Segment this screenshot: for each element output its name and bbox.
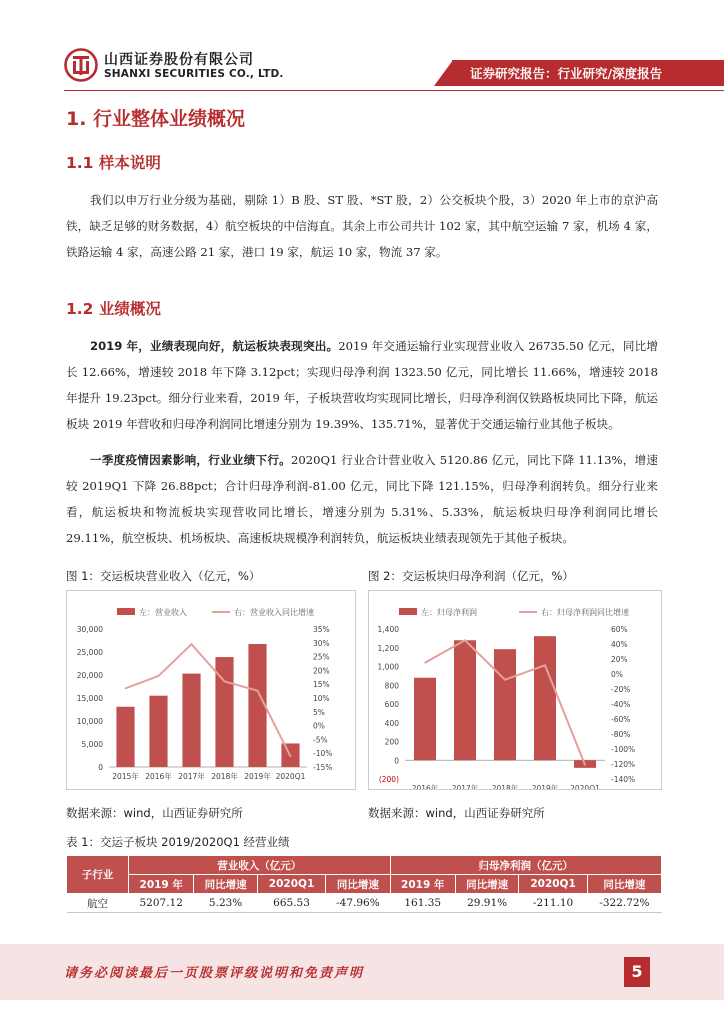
- y-left-tick-label: 10,000: [76, 717, 103, 726]
- legend-label: 左：营业收入: [139, 608, 187, 617]
- figure2-caption: 图 2：交运板块归母净利润（亿元，%）: [368, 569, 574, 583]
- x-tick-label: 2018年: [491, 784, 519, 789]
- data-bar: [494, 649, 516, 760]
- page-header: [0, 0, 724, 92]
- y-right-tick-label: 10%: [313, 694, 330, 703]
- y-right-tick-label: -120%: [611, 760, 636, 769]
- subsection-title-performance: 1.2 业绩概况: [66, 300, 161, 318]
- header-band-slant: [434, 60, 453, 86]
- x-tick-label: 2019年: [244, 772, 271, 781]
- figure2-chart: [368, 590, 662, 790]
- x-tick-label: 2020Q1: [570, 784, 600, 789]
- y-right-tick-label: 30%: [313, 638, 330, 648]
- net-profit-chart: [369, 591, 661, 789]
- y-left-tick-label: 15,000: [76, 694, 103, 703]
- table-cell: -322.72%: [587, 894, 661, 913]
- data-bar: [149, 696, 167, 767]
- y-right-tick-label: -10%: [313, 749, 333, 759]
- header-divider: [64, 90, 724, 91]
- table-cell: 5207.12: [129, 894, 194, 913]
- data-bar: [414, 678, 436, 761]
- x-tick-label: 2016年: [411, 784, 439, 789]
- table-cell: 航空: [67, 894, 129, 913]
- x-tick-label: 2017年: [178, 772, 205, 781]
- report-type: 证券研究报告：行业研究/深度报告: [470, 66, 663, 81]
- y-right-tick-label: 60%: [611, 625, 628, 634]
- data-bar: [534, 636, 556, 760]
- y-right-tick-label: 20%: [611, 655, 628, 664]
- table-cell: -47.96%: [326, 894, 390, 913]
- y-left-tick-label: 1,400: [377, 625, 399, 634]
- disclaimer-notice: 请务必阅读最后一页股票评级说明和免责声明: [64, 966, 365, 981]
- table1-caption: 表 1：交运子板块 2019/2020Q1 经营业绩: [66, 835, 290, 849]
- table-row: [67, 894, 662, 913]
- table-group-header-row: [67, 856, 662, 875]
- y-right-tick-label: -140%: [611, 775, 636, 784]
- y-right-tick-label: 40%: [611, 640, 628, 649]
- sample-description: 我们以申万行业分级为基础，剔除 1）B 股、ST 股、*ST 股，2）公交板块个股，3）2020 年上市的京沪高铁，缺乏足够的财务数据，4）航空板块的中信海直。其余上市公司共计 102 家，其中航空运输 7 家，机场 4 家，铁路运输 4 家，高速公路 21 家，港口 19 家，航运 10 家，物流 37 家。: [66, 193, 658, 259]
- y-right-tick-label: -15%: [313, 763, 333, 772]
- y-right-tick-label: -80%: [611, 730, 631, 739]
- y-right-tick-label: 0%: [313, 721, 325, 731]
- company-name-cn: 山西证券股份有限公司: [104, 52, 254, 68]
- subsector-performance-table: [66, 855, 662, 913]
- growth-point: [424, 662, 426, 664]
- legend-bar-swatch: [117, 608, 135, 615]
- company-logo-icon: [64, 48, 98, 82]
- paragraph-2020q1-lead: 一季度疫情因素影响，行业业绩下行。: [90, 453, 291, 467]
- figure2-source: 数据来源：wind，山西证券研究所: [368, 806, 545, 820]
- y-left-tick-label: 400: [384, 718, 399, 728]
- table-cell: -211.10: [519, 894, 587, 913]
- y-left-tick-label: 0: [98, 763, 103, 772]
- table-sub-header: 2020Q1: [519, 875, 587, 894]
- y-left-tick-label: 25,000: [76, 648, 103, 657]
- growth-point: [257, 690, 259, 692]
- y-left-tick-label: 600: [384, 700, 399, 709]
- growth-point: [290, 756, 292, 758]
- table-header-revenue: 营业收入（亿元）: [129, 856, 391, 875]
- growth-point: [125, 688, 127, 690]
- legend-bar-swatch: [399, 608, 417, 615]
- y-right-tick-label: 15%: [313, 680, 330, 690]
- y-left-tick-label: (200): [378, 775, 399, 784]
- x-tick-label: 2019年: [531, 784, 559, 789]
- paragraph-2019-lead: 2019 年，业绩表现向好，航运板块表现突出。: [90, 339, 339, 353]
- subsection-title-sample: 1.1 样本说明: [66, 154, 161, 172]
- y-right-tick-label: -100%: [611, 745, 636, 754]
- x-tick-label: 2018年: [211, 772, 238, 781]
- page-number: 5: [624, 957, 650, 987]
- y-right-tick-label: 5%: [313, 707, 325, 717]
- section-title: 1. 行业整体业绩概况: [66, 108, 246, 130]
- table-header-net-profit: 归母净利润（亿元）: [390, 856, 661, 875]
- table-sub-header: 2019 年: [129, 875, 194, 894]
- y-right-tick-label: -60%: [611, 715, 631, 724]
- y-left-tick-label: 800: [384, 681, 399, 691]
- y-left-tick-label: 1,200: [377, 643, 399, 653]
- y-left-tick-label: 30,000: [76, 625, 103, 634]
- growth-point: [504, 679, 506, 681]
- growth-point: [191, 643, 193, 645]
- x-tick-label: 2017年: [451, 784, 479, 789]
- table-sub-header: 同比增速: [326, 875, 390, 894]
- y-right-tick-label: 35%: [313, 625, 330, 634]
- growth-point: [584, 764, 586, 766]
- figure1-source: 数据来源：wind，山西证券研究所: [66, 806, 243, 820]
- paragraph-2019-body: 2019 年交通运输行业实现营业收入 26735.50 亿元，同比增长 12.66%，增速较 2018 年下降 3.12pct；实现归母净利润 1323.50 亿元，同比增长 11.66%，增速较 2018 年提升 19.23pct。细分行业来看，2019 年，子板块营收均实现同比增长，归母净利润仅铁路板块同比下降，航运板块 2019 年营收和归母净利润同比增速分别为 19.39%、135.71%，显著优于交通运输行业其他子板块。: [66, 339, 658, 431]
- y-left-tick-label: 200: [384, 737, 399, 747]
- paragraph-2020q1-body: 2020Q1 行业合计营业收入 5120.86 亿元，同比下降 11.13%，增速较 2019Q1 下降 26.88pct；合计归母净利润-81.00 亿元，同比下降 121.15%，归母净利润转负。细分行业来看，航运板块和物流板块实现营收同比增长，增速分别为 5.31%、5.33%，航运板块归母净利润同比增长 29.11%，航空板块、机场板块、高速板块规模净利润转负，航运板块业绩表现领先于其他子板块。: [66, 453, 658, 545]
- y-right-tick-label: 25%: [313, 652, 330, 662]
- y-left-tick-label: 5,000: [81, 740, 103, 749]
- table-header-subsector: 子行业: [67, 856, 129, 894]
- revenue-chart: [67, 591, 355, 789]
- table-cell: 29.91%: [455, 894, 518, 913]
- y-right-tick-label: -40%: [611, 700, 631, 709]
- x-tick-label: 2020Q1: [275, 772, 306, 781]
- table-sub-header-row: [67, 875, 662, 894]
- figure1-chart: [66, 590, 356, 790]
- table-cell: 5.23%: [194, 894, 257, 913]
- table-cell: 665.53: [257, 894, 325, 913]
- legend-label: 右：归母净利润同比增速: [541, 608, 629, 617]
- y-left-tick-label: 1,000: [377, 662, 399, 672]
- table-cell: 161.35: [390, 894, 455, 913]
- data-bar: [182, 674, 200, 767]
- company-name-en: SHANXI SECURITIES CO., LTD.: [104, 68, 284, 80]
- y-right-tick-label: -5%: [313, 735, 328, 745]
- y-left-tick-label: 0: [394, 756, 399, 766]
- paragraph-2019: [66, 333, 658, 437]
- table-sub-header: 同比增速: [455, 875, 518, 894]
- growth-point: [158, 675, 160, 677]
- y-left-tick-label: 20,000: [76, 671, 103, 680]
- growth-point: [464, 639, 466, 641]
- data-bar: [116, 707, 134, 767]
- y-right-tick-label: 0%: [611, 670, 623, 679]
- data-bar: [454, 640, 476, 760]
- growth-point: [224, 681, 226, 683]
- growth-point: [544, 664, 546, 666]
- x-tick-label: 2016年: [145, 772, 172, 781]
- table-sub-header: 2020Q1: [257, 875, 325, 894]
- paragraph-2020q1: [66, 447, 658, 551]
- table-sub-header: 同比增速: [587, 875, 661, 894]
- legend-label: 左：归母净利润: [421, 608, 477, 617]
- legend-label: 右：营业收入同比增速: [234, 608, 314, 617]
- table-sub-header: 同比增速: [194, 875, 257, 894]
- table-sub-header: 2019 年: [390, 875, 455, 894]
- y-right-tick-label: -20%: [611, 685, 631, 694]
- figure1-caption: 图 1：交运板块营业收入（亿元，%）: [66, 569, 261, 583]
- x-tick-label: 2015年: [112, 772, 139, 781]
- y-right-tick-label: 20%: [313, 666, 330, 676]
